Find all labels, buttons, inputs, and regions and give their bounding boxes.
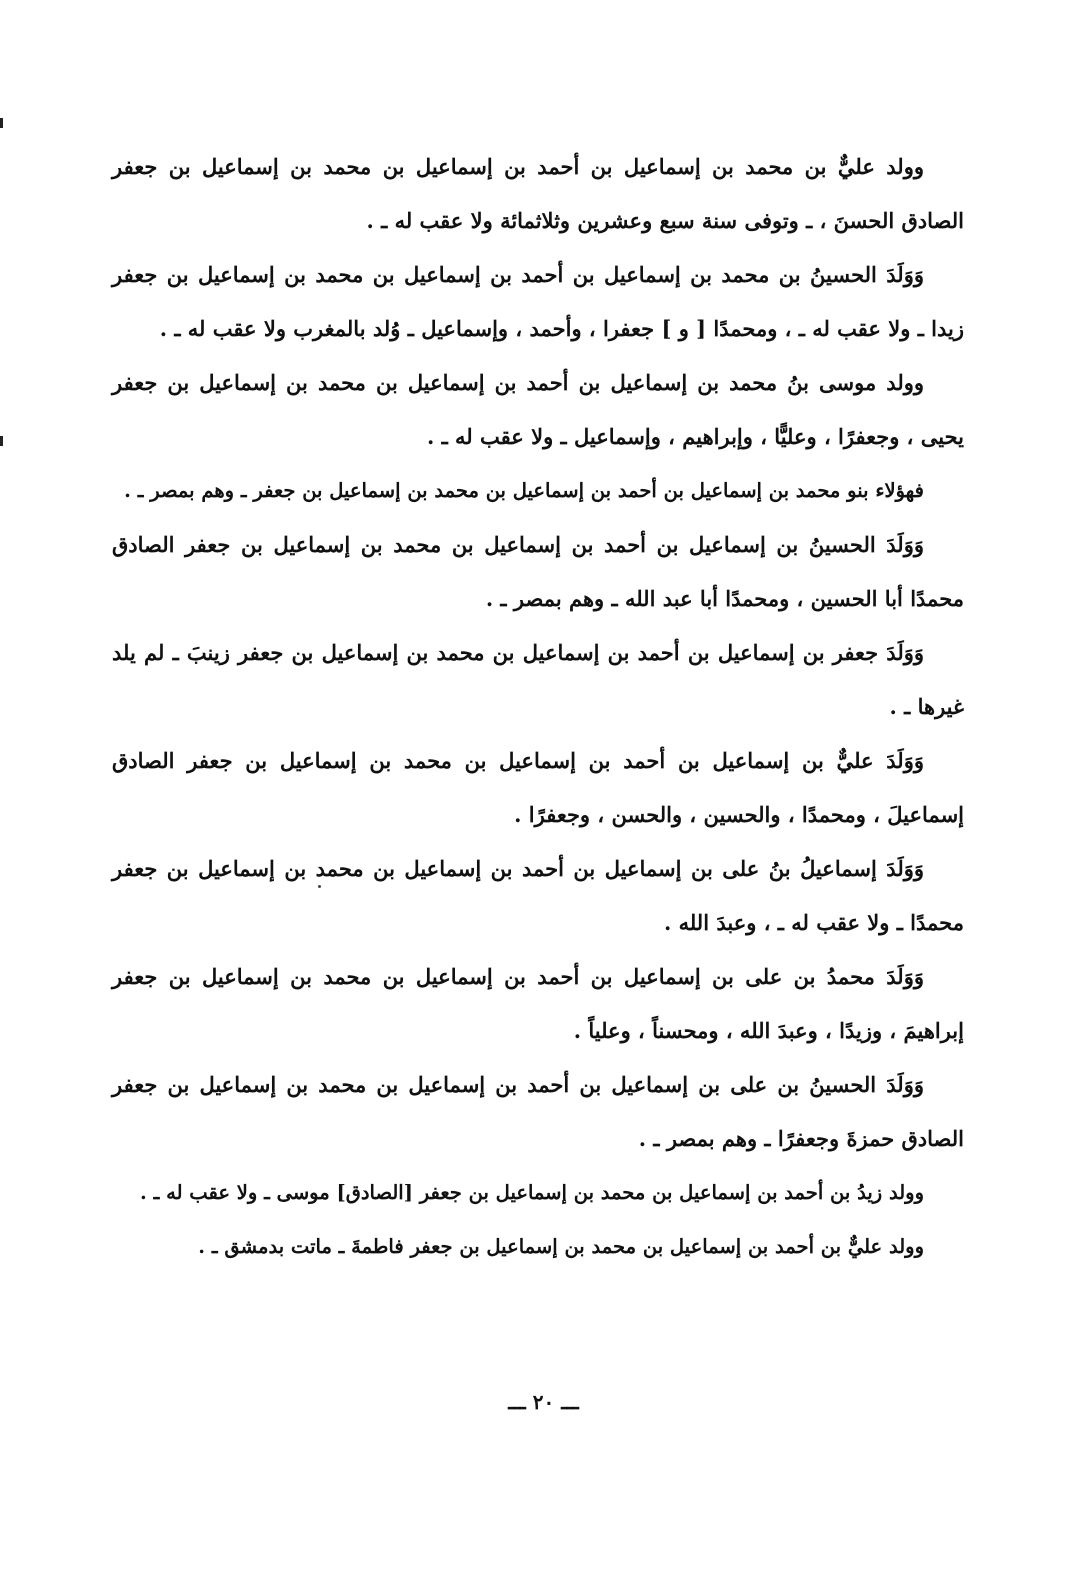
margin-mark: [0, 436, 3, 446]
body-text: [112, 140, 964, 1274]
paragraph: وولد عليٌّ بن محمد بن إسماعيل بن أحمد بن إسماعيل بن محمد بن إسماعيل بن جعفر الصادق الحسنَ ، ـ وتوفى سنة سبع وعشرين وثلاثمائة ولا عقب له ـ .: [112, 154, 964, 233]
paragraph: وَوَلَدَ إسماعيلُ بنُ على بن إسماعيل بن أحمد بن إسماعيل بن محمد بن إسماعيل بن جعفر محمدًا ـ ولا عقب له ـ ، وعبدَ الله .: [112, 856, 964, 935]
paragraph: وَوَلَدَ جعفر بن إسماعيل بن أحمد بن إسماعيل بن محمد بن إسماعيل بن جعفر زينبَ ـ لم يلد غيرها ـ .: [112, 640, 964, 719]
margin-mark: [0, 118, 3, 128]
paragraph: وولد موسى بنُ محمد بن إسماعيل بن أحمد بن إسماعيل بن محمد بن إسماعيل بن جعفر يحيى ، وجعفرًا ، وعليًّا ، وإبراهيم ، وإسماعيل ـ ولا عقب له ـ .: [112, 370, 964, 449]
paragraph: وولد عليٌّ بن أحمد بن إسماعيل بن محمد بن إسماعيل بن جعفر فاطمةَ ـ ماتت بدمشق ـ .: [198, 1235, 924, 1258]
paragraph: وَوَلَدَ محمدُ بن على بن إسماعيل بن أحمد بن إسماعيل بن محمد بن إسماعيل بن جعفر إبراهيمَ ، وزيدًا ، وعبدَ الله ، ومحسناً ، وعلياً .: [112, 964, 964, 1043]
paragraph: وَوَلَدَ عليٌّ بن إسماعيل بن أحمد بن إسماعيل بن محمد بن إسماعيل بن جعفر الصادق إسماعيلَ ، ومحمدًا ، والحسين ، والحسن ، وجعفرًا .: [112, 748, 964, 827]
paragraph: فهؤلاء بنو محمد بن إسماعيل بن أحمد بن إسماعيل بن محمد بن إسماعيل بن جعفر ـ وهم بمصر ـ .: [124, 479, 924, 502]
paragraph: وَوَلَدَ الحسينُ بن على بن إسماعيل بن أحمد بن إسماعيل بن محمد بن إسماعيل بن جعفر الصادق حمزةَ وجعفرًا ـ وهم بمصر ـ .: [112, 1072, 964, 1151]
page-number: ـــ ٢٠ ـــ: [508, 1390, 579, 1414]
paragraph: وولد زيدُ بن أحمد بن إسماعيل بن محمد بن إسماعيل بن جعفر [الصادق] موسى ـ ولا عقب له ـ .: [140, 1181, 924, 1204]
paragraph: وَوَلَدَ الحسينُ بن محمد بن إسماعيل بن أحمد بن إسماعيل بن محمد بن إسماعيل بن جعفر زيدا ـ ولا عقب له ـ ، ومحمدًا [ و ] جعفرا ، وأحمد ، وإسماعيل ـ وُلد بالمغرب ولا عقب له ـ .: [112, 262, 964, 341]
paragraph: وَوَلَدَ الحسينُ بن إسماعيل بن أحمد بن إسماعيل بن محمد بن إسماعيل بن جعفر الصادق محمدًا أبا الحسين ، ومحمدًا أبا عبد الله ـ وهم بمصر ـ .: [112, 532, 964, 611]
